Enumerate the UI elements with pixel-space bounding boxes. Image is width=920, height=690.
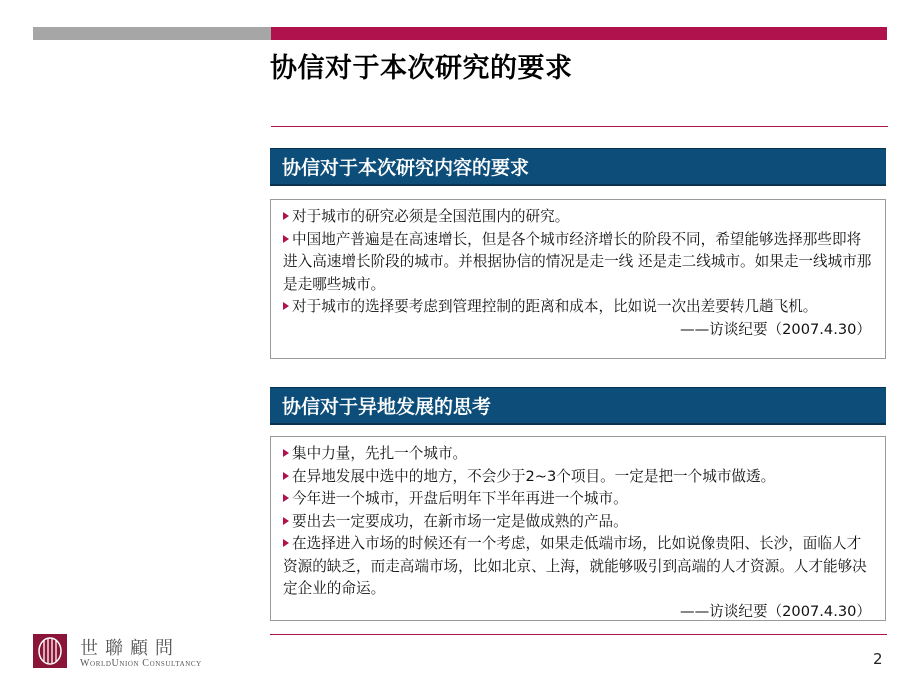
section-header-expansion-thinking: 协信对于异地发展的思考 [270, 387, 886, 425]
top-bar-red [271, 27, 887, 40]
bullet-text: 集中力量，先扎一个城市。 [292, 445, 468, 462]
bullet-arrow-icon [283, 302, 289, 310]
bullet-text: 今年进一个城市，开盘后明年下半年再进一个城市。 [292, 490, 628, 507]
worldunion-logo-icon [33, 634, 67, 668]
bullet-item [283, 511, 875, 534]
section-box-research-requirements [270, 199, 886, 359]
bullet-item [283, 296, 875, 319]
bullet-text: 中国地产普遍是在高速增长，但是各个城市经济增长的阶段不同，希望能够选择那些即将进入高速增长阶段的城市。并根据协信的情况是走一线 还是走二线城市。如果走一线城市那是走哪些城市。 [283, 230, 872, 293]
section-box-expansion-thinking [270, 436, 886, 621]
bullet-text: 在异地发展中选中的地方，不会少于2~3个项目。一定是把一个城市做透。 [292, 467, 776, 485]
section-header-research-requirements: 协信对于本次研究内容的要求 [270, 148, 886, 186]
bullet-text: 在选择进入市场的时候还有一个考虑，如果走低端市场，比如说像贵阳、长沙，面临人才资源的缺乏，而走高端市场，比如北京、上海，就能够吸引到高端的人才资源。人才能够决定企业的命运。 [283, 535, 867, 597]
bullet-item [283, 206, 875, 229]
logo-english-name: WorldUnion Consultancy [80, 658, 202, 669]
bullet-item [283, 466, 875, 489]
bullet-arrow-icon [283, 517, 289, 525]
page-number: 2 [873, 650, 883, 668]
bullet-item [283, 229, 875, 297]
top-bar-gray [33, 27, 271, 40]
bullet-arrow-icon [283, 212, 289, 220]
footer-divider [270, 634, 887, 635]
bullet-item [283, 443, 875, 466]
bullet-item [283, 533, 875, 601]
bullet-arrow-icon [283, 539, 289, 547]
source-citation: ——访谈纪要（2007.4.30） [679, 602, 871, 620]
bullet-item [283, 488, 875, 511]
page-title: 协信对于本次研究的要求 [270, 53, 573, 84]
bullet-arrow-icon [283, 235, 289, 243]
bullet-arrow-icon [283, 494, 289, 502]
bullet-arrow-icon [283, 472, 289, 480]
bullet-text: 对于城市的研究必须是全国范围内的研究。 [292, 208, 570, 225]
bullet-text: 对于城市的选择要考虑到管理控制的距离和成本，比如说一次出差要转几趟飞机。 [292, 298, 818, 315]
source-citation: ——访谈纪要（2007.4.30） [679, 320, 871, 338]
title-divider [271, 126, 888, 127]
bullet-arrow-icon [283, 449, 289, 457]
bullet-text: 要出去一定要成功，在新市场一定是做成熟的产品。 [292, 512, 628, 530]
logo-chinese-name: 世聯顧問 [80, 638, 180, 659]
